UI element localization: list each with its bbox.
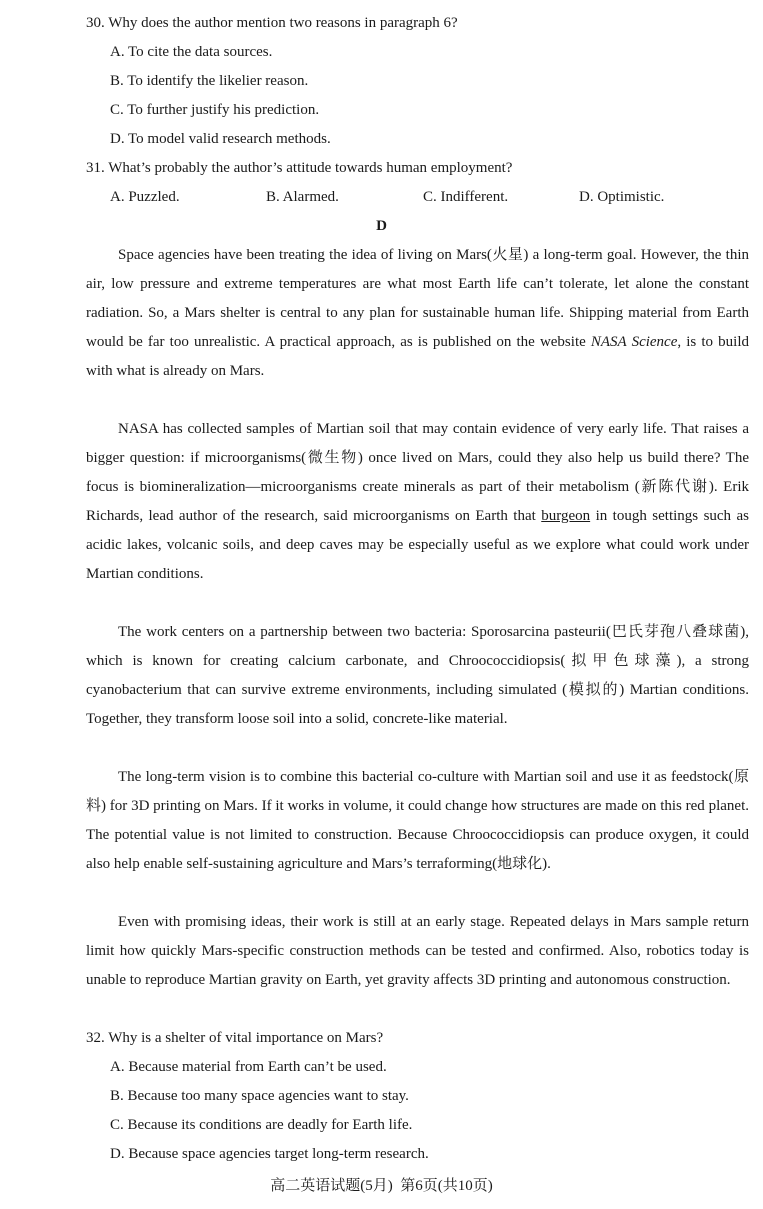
passage-paragraph-1 — [86, 241, 749, 386]
underlined-word: burgeon — [541, 508, 591, 524]
question-31-option-a: A. Puzzled. — [110, 189, 180, 205]
question-32-option-d: D. Because space agencies target long-term research. — [110, 1146, 429, 1162]
question-31-stem: 31. What’s probably the author’s attitude towards human employment? — [86, 160, 513, 176]
passage-paragraph-1-text-a: Space agencies have been treating the idea of living on Mars(火星) a long-term goal. However, the thin air, low pressure and extreme temperatures are what most Earth life can’t tolerate, let alone the constant radiation. So, a Mars shelter is central to any plan for sustainable human life. Shipping material from Earth would be far too unrealistic. A practical approach, as is published on the website — [86, 247, 749, 350]
question-32-option-b: B. Because too many space agencies want to stay. — [110, 1088, 409, 1104]
passage-paragraph-3: The work centers on a partnership between two bacteria: Sporosarcina pasteurii(巴氏芽孢八叠球菌), which is known for creating calcium carbonate, and Chroococcidiopsis(拟甲色球藻), a strong cyanobacterium that can survive extreme environments, including simulated (模拟的) Martian conditions. Together, they transform loose soil into a solid, concrete-like material. — [86, 624, 749, 727]
question-31-option-d: D. Optimistic. — [579, 189, 665, 205]
section-label: D — [376, 218, 387, 234]
passage-paragraph-2-text-b: in tough settings such as acidic lakes, volcanic soils, and deep caves may be especially useful as we explore what could work under Martian conditions. — [86, 508, 749, 582]
passage-paragraph-1-text-b: , is to build with what is already on Mars. — [86, 334, 749, 379]
question-30-stem: 30. Why does the author mention two reasons in paragraph 6? — [86, 15, 458, 31]
passage-paragraph-2-text-a: NASA has collected samples of Martian soil that may contain evidence of very early life. That raises a bigger question: if microorganisms(微生物) once lived on Mars, could they also help us build there? The focus is biomineralization—microorganisms create minerals as part of their metabolism (新陈代谢). Erik Richards, lead author of the research, said microorganisms on Earth that — [86, 421, 749, 524]
question-32-stem: 32. Why is a shelter of vital importance on Mars? — [86, 1030, 384, 1046]
page-footer: 高二英语试题(5月) 第6页(共10页) — [270, 1178, 493, 1194]
passage-paragraph-4: The long-term vision is to combine this bacterial co-culture with Martian soil and use it as feedstock(原料) for 3D printing on Mars. If it works in volume, it could change how structures are made on this red planet. The potential value is not limited to construction. Because Chroococcidiopsis can produce oxygen, it could also help enable self-sustaining agriculture and Mars’s terraforming(地球化). — [86, 769, 749, 872]
source-name: NASA Science — [590, 334, 678, 350]
question-31-option-c: C. Indifferent. — [423, 189, 509, 205]
question-32-option-c: C. Because its conditions are deadly for Earth life. — [110, 1117, 413, 1133]
passage-paragraph-2 — [86, 415, 749, 589]
passage-paragraph-5: Even with promising ideas, their work is still at an early stage. Repeated delays in Mars sample return limit how quickly Mars-specific construction methods can be tested and confirmed. Also, robotics today is unable to reproduce Martian gravity on Earth, yet gravity affects 3D printing and autonomous construction. — [86, 914, 749, 988]
question-30-option-d: D. To model valid research methods. — [110, 131, 331, 147]
question-32-option-a: A. Because material from Earth can’t be used. — [110, 1059, 387, 1075]
question-31-option-b: B. Alarmed. — [266, 189, 339, 205]
question-30-option-b: B. To identify the likelier reason. — [110, 73, 309, 89]
question-30-option-a: A. To cite the data sources. — [110, 44, 273, 60]
question-30-option-c: C. To further justify his prediction. — [110, 102, 320, 118]
